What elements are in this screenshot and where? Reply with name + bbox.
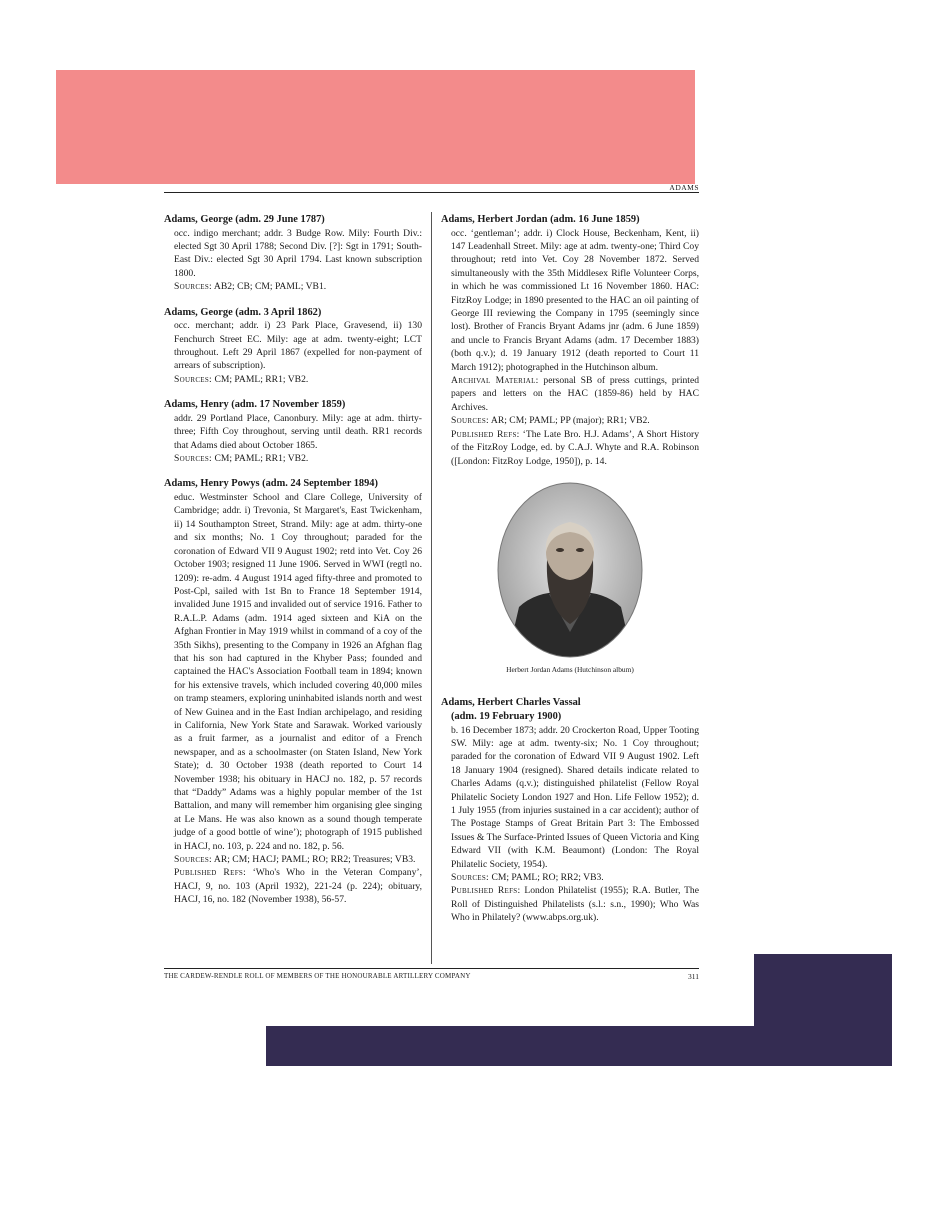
portrait-image <box>497 482 643 659</box>
entry-body <box>441 724 699 925</box>
sources-text: CM; PAML; RO; RR2; VB3. <box>491 871 604 883</box>
published-refs-text: London Philatelist (1955); R.A. Butler, The Roll of Distinguished Philatelists (s.l.: s.n., 1990); Who Was Who in Philately? (www.abps.org.uk). <box>451 885 699 924</box>
entry-heading: Adams, George (adm. 29 June 1787) <box>164 214 325 225</box>
navy-overlay-bar <box>266 1026 892 1066</box>
entry-body <box>164 412 422 466</box>
sources-text: AB2; CB; CM; PAML; VB1. <box>213 281 327 293</box>
sources-label: Sources: <box>174 854 213 866</box>
entry-heading: Adams, Henry Powys (adm. 24 September 1894) <box>164 478 378 490</box>
sources-text: CM; PAML; RR1; VB2. <box>214 373 309 385</box>
entry-george-1787 <box>164 213 422 294</box>
entry-text: occ. indigo merchant; addr. 3 Budge Row. Mily: Fourth Div.: elected Sgt 30 April 1788; Second Div. [?]: Sgt in 1791; South-East Div.: elected Sgt 30 April 1794. Last known subscription 1800. <box>174 227 422 279</box>
entry-herbert-charles-vassal-1900 <box>441 696 699 924</box>
entry-text: b. 16 December 1873; addr. 20 Crockerton Road, Upper Tooting SW. Mily: age at adm. twenty-six; No. 1 Coy throughout; paraded for the coronation of Edward VII 9 August 1902. Left 18 January 1904 (resigned). Shared details indicate related to Charles Adams (q.v.); distinguished philatelist (Fellow Royal Philatelic Society London 1927 and Hon. Life Fellow 1952); d. 1 July 1955 (from injuries sustained in a car accident); author of The Postage Stamps of Great Britain Part 3: The Embossed Issues & The Surface-Printed Issues of Queen Victoria and King Edward VII (with K.M. Beaumont) (London: The Royal Philatelic Society, 1954). <box>451 724 699 870</box>
published-refs-text: ‘Who's Who in the Veteran Company’, HACJ, 9, no. 103 (April 1932), 221-24 (p. 224); obituary, HACJ, 16, no. 182 (November 1938), 56-57. <box>174 867 422 906</box>
footer-book-title: THE CARDEW-RENDLE ROLL OF MEMBERS OF THE HONOURABLE ARTILLERY COMPANY <box>164 972 471 980</box>
entry-body <box>441 227 699 468</box>
published-refs-label: Published Refs: <box>451 428 520 440</box>
entry-heading: Adams, Herbert Jordan (adm. 16 June 1859) <box>441 214 640 225</box>
entry-text: occ. merchant; addr. i) 23 Park Place, Gravesend, ii) 130 Fenchurch Street EC. Mily: age at adm. twenty-eight; LCT throughout. Left 29 April 1867 (expelled for non-payment of arrears of subscription). <box>174 320 422 372</box>
entry-heading: Adams, Herbert Charles Vassal <box>441 697 581 709</box>
entry-text: occ. ‘gentleman’; addr. i) Clock House, Beckenham, Kent, ii) 147 Leadenhall Street. Mily: age at adm. twenty-one; Third Coy throughout; retd into Vet. Coy 28 November 1872. Served simultaneously with the 35th Middlesex Rifle Volunteer Corps, in which he was commissioned Lt 16 November 1860. HAC: FitzRoy Lodge; in 1890 presented to the HAC an oil painting of George III reviewing the Company in 1795 (seemingly since lost). Brother of Francis Bryant Adams jnr (adm. 6 June 1859) and uncle to Francis Bryant Adams (adm. 17 December 1883) (both q.v.); d. 19 January 1912 (death reported to Court 11 March 1912); photographed in the Hutchinson album. <box>451 227 699 373</box>
top-rule <box>164 192 699 193</box>
entry-george-1862 <box>164 306 422 387</box>
entry-heading: Adams, George (adm. 3 April 1862) <box>164 306 322 318</box>
sources-label: Sources: <box>174 373 213 385</box>
page-number: 311 <box>688 972 699 981</box>
entry-heading-date: (adm. 19 February 1900) <box>451 710 562 722</box>
entry-heading: Adams, Henry (adm. 17 November 1859) <box>164 399 346 411</box>
running-head: ADAMS <box>669 183 699 192</box>
published-refs-text: ‘The Late Bro. H.J. Adams’, A Short History of the FitzRoy Lodge, ed. by C.A.J. Whyte and R.A. Robinson ([London: FitzRoy Lodge, 1950]), p. 14. <box>451 428 699 467</box>
left-column <box>164 213 422 919</box>
sources-text: AR; CM; HACJ; PAML; RO; RR2; Treasures; VB3. <box>213 854 416 866</box>
portrait-photo <box>441 482 699 659</box>
published-refs-label: Published Refs: <box>174 867 247 879</box>
entry-text: addr. 29 Portland Place, Canonbury. Mily: age at adm. thirty-three; Fifth Coy throughout, serving until death. RR1 records that Adams died about October 1865. <box>174 412 422 451</box>
entry-henry-1859 <box>164 398 422 465</box>
published-refs-label: Published Refs: <box>451 885 521 897</box>
pink-overlay-block <box>56 70 695 184</box>
entry-herbert-jordan-1859 <box>441 213 699 468</box>
sources-text: AR; CM; PAML; PP (major); RR1; VB2. <box>490 415 650 427</box>
right-column <box>441 213 699 937</box>
portrait-caption: Herbert Jordan Adams (Hutchinson album) <box>506 664 634 674</box>
sources-label: Sources: <box>174 453 213 465</box>
entry-body <box>164 319 422 386</box>
sources-label: Sources: <box>451 415 490 427</box>
sources-label: Sources: <box>451 871 490 883</box>
bottom-rule <box>164 968 699 969</box>
archival-material-text: personal SB of press cuttings, printed papers and letters on the HAC (1859-86) held by HAC Archives. <box>451 375 699 413</box>
entry-text: educ. Westminster School and Clare College, University of Cambridge; addr. i) Trevonia, St Margaret's, East Twickenham, ii) 14 Southampton Street, Strand. Mily: age at adm. thirty-one and six months; No. 1 Coy throughout; paraded for the coronation of Edward VII 9 August 1902; retd into Vet. Coy 26 October 1903; resigned 11 June 1906. Served in WWI (regtl no. 1209): re-adm. 4 August 1914 aged fifty-three and promoted to Post-Cpl, sailed with 1st Bn to France 18 September 1914, invalided June 1915 and invalided out of service 1916. Father to R.A.L.P. Adams (adm. 1914 aged sixteen and KiA on the Afghan Frontier in May 1919 whilst in command of a coy of the 35th Sikhs), presenting to the Company in 1926 an Afghan flag that his son had captured in the Khyber Pass; founded and captained the HAC's Association Football team in 1894; known for his extensive travels, which included covering 40,000 miles on tramp steamers, exploring uninhabited islands north and west of New Guinea and in the East Indian archipelago, and residing in California, New York State and Sarawak. Worked variously as a fruit farmer, as a journalist and editor of a French newspaper, and as a schoolmaster (on Staten Island, New York State); d. 30 October 1938 (death reported to Court 14 November 1938; his obituary in HACJ no. 182, p. 57 records that “Daddy” Adams was a highly popular member of the 1st Battalion, and many will remember him organising glee singing at Le Mans. He was also known as a sound though temperate judge of a good bottle of wine’); photograph of 1915 published in HACJ, no. 103, p. 224 and no. 182, p. 56. <box>174 492 422 852</box>
sources-text: CM; PAML; RR1; VB2. <box>214 453 309 465</box>
column-divider <box>431 212 432 964</box>
entry-body <box>164 227 422 294</box>
entry-body <box>164 491 422 907</box>
sources-label: Sources: <box>174 281 213 293</box>
entry-henry-powys-1894 <box>164 477 422 906</box>
archival-material-label: Archival Material: <box>451 375 539 387</box>
